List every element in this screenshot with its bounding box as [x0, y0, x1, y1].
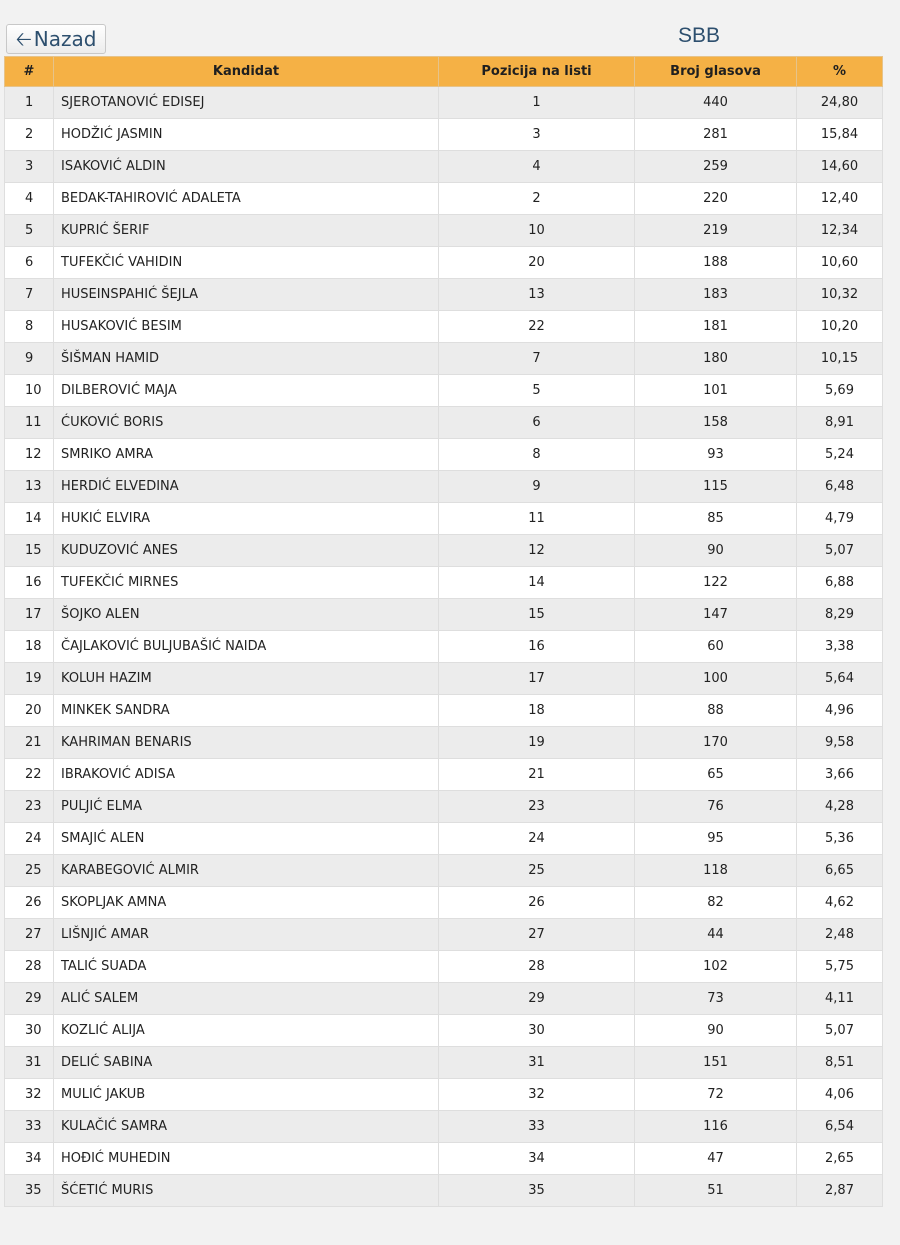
vote-percent: 6,48 — [797, 471, 883, 503]
vote-count: 101 — [635, 375, 797, 407]
table-row — [5, 951, 883, 983]
column-header-votes: Broj glasova — [635, 57, 797, 87]
candidate-name: HERDIĆ ELVEDINA — [54, 471, 439, 503]
table-row — [5, 535, 883, 567]
vote-count: 440 — [635, 87, 797, 119]
candidate-name: ČAJLAKOVIĆ BULJUBAŠIĆ NAIDA — [54, 631, 439, 663]
table-row — [5, 503, 883, 535]
list-position: 22 — [439, 311, 635, 343]
row-number: 17 — [5, 599, 54, 631]
vote-count: 85 — [635, 503, 797, 535]
table-row — [5, 375, 883, 407]
list-position: 6 — [439, 407, 635, 439]
vote-count: 122 — [635, 567, 797, 599]
vote-count: 170 — [635, 727, 797, 759]
candidate-name: ALIĆ SALEM — [54, 983, 439, 1015]
table-row — [5, 1111, 883, 1143]
table-body — [5, 87, 883, 1207]
row-number: 3 — [5, 151, 54, 183]
vote-percent: 4,96 — [797, 695, 883, 727]
vote-percent: 8,29 — [797, 599, 883, 631]
back-button-label: Nazad — [33, 27, 97, 51]
list-position: 1 — [439, 87, 635, 119]
arrow-left-icon: 🡠 — [15, 27, 32, 51]
table-row — [5, 599, 883, 631]
row-number: 1 — [5, 87, 54, 119]
row-number: 16 — [5, 567, 54, 599]
table-row — [5, 567, 883, 599]
table-row — [5, 1047, 883, 1079]
list-position: 18 — [439, 695, 635, 727]
vote-percent: 12,40 — [797, 183, 883, 215]
vote-count: 65 — [635, 759, 797, 791]
row-number: 19 — [5, 663, 54, 695]
vote-percent: 5,07 — [797, 535, 883, 567]
row-number: 31 — [5, 1047, 54, 1079]
candidate-name: KOZLIĆ ALIJA — [54, 1015, 439, 1047]
row-number: 21 — [5, 727, 54, 759]
candidate-name: TUFEKČIĆ MIRNES — [54, 567, 439, 599]
row-number: 30 — [5, 1015, 54, 1047]
vote-count: 147 — [635, 599, 797, 631]
table-header-row — [5, 57, 883, 87]
table-row — [5, 343, 883, 375]
list-position: 16 — [439, 631, 635, 663]
list-position: 28 — [439, 951, 635, 983]
column-header-position: Pozicija na listi — [439, 57, 635, 87]
row-number: 8 — [5, 311, 54, 343]
table-row — [5, 311, 883, 343]
candidate-name: ISAKOVIĆ ALDIN — [54, 151, 439, 183]
row-number: 9 — [5, 343, 54, 375]
row-number: 12 — [5, 439, 54, 471]
table-row — [5, 279, 883, 311]
top-bar — [0, 0, 900, 56]
list-position: 9 — [439, 471, 635, 503]
row-number: 28 — [5, 951, 54, 983]
list-position: 10 — [439, 215, 635, 247]
list-position: 35 — [439, 1175, 635, 1207]
vote-percent: 3,38 — [797, 631, 883, 663]
vote-count: 90 — [635, 1015, 797, 1047]
candidate-name: ĆUKOVIĆ BORIS — [54, 407, 439, 439]
candidate-name: HUSAKOVIĆ BESIM — [54, 311, 439, 343]
candidate-name: KOLUH HAZIM — [54, 663, 439, 695]
table-row — [5, 631, 883, 663]
candidate-name: HOĐIĆ MUHEDIN — [54, 1143, 439, 1175]
table-row — [5, 87, 883, 119]
list-position: 3 — [439, 119, 635, 151]
table-row — [5, 1143, 883, 1175]
candidate-name: DELIĆ SABINA — [54, 1047, 439, 1079]
vote-count: 281 — [635, 119, 797, 151]
vote-percent: 5,07 — [797, 1015, 883, 1047]
vote-percent: 2,65 — [797, 1143, 883, 1175]
list-position: 5 — [439, 375, 635, 407]
candidate-name: TUFEKČIĆ VAHIDIN — [54, 247, 439, 279]
table-row — [5, 1015, 883, 1047]
row-number: 7 — [5, 279, 54, 311]
column-header-number: # — [5, 57, 54, 87]
candidate-name: IBRAKOVIĆ ADISA — [54, 759, 439, 791]
vote-count: 93 — [635, 439, 797, 471]
table-row — [5, 727, 883, 759]
results-table — [4, 56, 883, 1207]
vote-percent: 24,80 — [797, 87, 883, 119]
vote-percent: 8,51 — [797, 1047, 883, 1079]
table-row — [5, 695, 883, 727]
vote-count: 100 — [635, 663, 797, 695]
vote-percent: 5,75 — [797, 951, 883, 983]
vote-percent: 10,32 — [797, 279, 883, 311]
vote-count: 44 — [635, 919, 797, 951]
list-position: 20 — [439, 247, 635, 279]
list-position: 23 — [439, 791, 635, 823]
vote-count: 102 — [635, 951, 797, 983]
list-position: 26 — [439, 887, 635, 919]
candidate-name: PULJIĆ ELMA — [54, 791, 439, 823]
row-number: 23 — [5, 791, 54, 823]
vote-percent: 5,64 — [797, 663, 883, 695]
row-number: 33 — [5, 1111, 54, 1143]
vote-count: 95 — [635, 823, 797, 855]
candidate-name: DILBEROVIĆ MAJA — [54, 375, 439, 407]
row-number: 27 — [5, 919, 54, 951]
vote-count: 88 — [635, 695, 797, 727]
table-row — [5, 407, 883, 439]
candidate-name: MULIĆ JAKUB — [54, 1079, 439, 1111]
candidate-name: SKOPLJAK AMNA — [54, 887, 439, 919]
table-row — [5, 663, 883, 695]
table-row — [5, 1079, 883, 1111]
candidate-name: ŠĆETIĆ MURIS — [54, 1175, 439, 1207]
vote-count: 181 — [635, 311, 797, 343]
vote-percent: 8,91 — [797, 407, 883, 439]
list-position: 17 — [439, 663, 635, 695]
row-number: 18 — [5, 631, 54, 663]
list-position: 19 — [439, 727, 635, 759]
vote-percent: 12,34 — [797, 215, 883, 247]
list-position: 21 — [439, 759, 635, 791]
vote-percent: 4,11 — [797, 983, 883, 1015]
row-number: 29 — [5, 983, 54, 1015]
table-row — [5, 215, 883, 247]
list-position: 4 — [439, 151, 635, 183]
vote-percent: 9,58 — [797, 727, 883, 759]
vote-percent: 6,65 — [797, 855, 883, 887]
table-row — [5, 439, 883, 471]
list-position: 34 — [439, 1143, 635, 1175]
vote-percent: 5,69 — [797, 375, 883, 407]
vote-percent: 4,79 — [797, 503, 883, 535]
vote-percent: 2,48 — [797, 919, 883, 951]
vote-count: 118 — [635, 855, 797, 887]
row-number: 26 — [5, 887, 54, 919]
row-number: 6 — [5, 247, 54, 279]
candidate-name: SMAJIĆ ALEN — [54, 823, 439, 855]
candidate-name: SMRIKO AMRA — [54, 439, 439, 471]
table-row — [5, 1175, 883, 1207]
candidate-name: KUDUZOVIĆ ANES — [54, 535, 439, 567]
vote-count: 183 — [635, 279, 797, 311]
vote-count: 151 — [635, 1047, 797, 1079]
table-row — [5, 759, 883, 791]
candidate-name: HUSEINSPAHIĆ ŠEJLA — [54, 279, 439, 311]
vote-percent: 3,66 — [797, 759, 883, 791]
vote-percent: 5,24 — [797, 439, 883, 471]
vote-count: 73 — [635, 983, 797, 1015]
column-header-percent: % — [797, 57, 883, 87]
candidate-name: HUKIĆ ELVIRA — [54, 503, 439, 535]
vote-count: 51 — [635, 1175, 797, 1207]
column-header-candidate: Kandidat — [54, 57, 439, 87]
vote-percent: 4,06 — [797, 1079, 883, 1111]
vote-percent: 10,60 — [797, 247, 883, 279]
row-number: 14 — [5, 503, 54, 535]
vote-percent: 10,20 — [797, 311, 883, 343]
table-row — [5, 855, 883, 887]
table-row — [5, 119, 883, 151]
list-position: 11 — [439, 503, 635, 535]
list-position: 31 — [439, 1047, 635, 1079]
candidate-name: KARABEGOVIĆ ALMIR — [54, 855, 439, 887]
vote-count: 76 — [635, 791, 797, 823]
row-number: 11 — [5, 407, 54, 439]
list-position: 15 — [439, 599, 635, 631]
list-position: 7 — [439, 343, 635, 375]
row-number: 32 — [5, 1079, 54, 1111]
table-row — [5, 151, 883, 183]
candidate-name: ŠIŠMAN HAMID — [54, 343, 439, 375]
row-number: 4 — [5, 183, 54, 215]
vote-count: 72 — [635, 1079, 797, 1111]
vote-count: 90 — [635, 535, 797, 567]
candidate-name: ŠOJKO ALEN — [54, 599, 439, 631]
table-row — [5, 471, 883, 503]
candidate-name: KUPRIĆ ŠERIF — [54, 215, 439, 247]
list-position: 13 — [439, 279, 635, 311]
row-number: 22 — [5, 759, 54, 791]
row-number: 20 — [5, 695, 54, 727]
table-row — [5, 247, 883, 279]
vote-percent: 5,36 — [797, 823, 883, 855]
vote-percent: 14,60 — [797, 151, 883, 183]
list-position: 25 — [439, 855, 635, 887]
list-position: 12 — [439, 535, 635, 567]
vote-count: 219 — [635, 215, 797, 247]
row-number: 35 — [5, 1175, 54, 1207]
row-number: 13 — [5, 471, 54, 503]
vote-count: 60 — [635, 631, 797, 663]
candidate-name: HODŽIĆ JASMIN — [54, 119, 439, 151]
table-row — [5, 919, 883, 951]
list-position: 24 — [439, 823, 635, 855]
table-row — [5, 183, 883, 215]
vote-percent: 6,54 — [797, 1111, 883, 1143]
vote-count: 220 — [635, 183, 797, 215]
table-row — [5, 823, 883, 855]
row-number: 34 — [5, 1143, 54, 1175]
candidate-name: SJEROTANOVIĆ EDISEJ — [54, 87, 439, 119]
table-row — [5, 791, 883, 823]
candidate-name: KULAČIĆ SAMRA — [54, 1111, 439, 1143]
row-number: 25 — [5, 855, 54, 887]
row-number: 2 — [5, 119, 54, 151]
vote-percent: 6,88 — [797, 567, 883, 599]
vote-percent: 4,28 — [797, 791, 883, 823]
row-number: 24 — [5, 823, 54, 855]
row-number: 10 — [5, 375, 54, 407]
vote-percent: 15,84 — [797, 119, 883, 151]
vote-percent: 4,62 — [797, 887, 883, 919]
candidate-name: BEDAK-TAHIROVIĆ ADALETA — [54, 183, 439, 215]
list-position: 2 — [439, 183, 635, 215]
vote-count: 116 — [635, 1111, 797, 1143]
back-button[interactable] — [6, 24, 106, 54]
vote-count: 180 — [635, 343, 797, 375]
list-position: 8 — [439, 439, 635, 471]
table-row — [5, 983, 883, 1015]
list-position: 27 — [439, 919, 635, 951]
candidate-name: MINKEK SANDRA — [54, 695, 439, 727]
page-title: SBB — [678, 24, 721, 47]
vote-count: 188 — [635, 247, 797, 279]
list-position: 33 — [439, 1111, 635, 1143]
row-number: 15 — [5, 535, 54, 567]
vote-count: 47 — [635, 1143, 797, 1175]
table-row — [5, 887, 883, 919]
vote-count: 115 — [635, 471, 797, 503]
list-position: 14 — [439, 567, 635, 599]
list-position: 30 — [439, 1015, 635, 1047]
candidate-name: KAHRIMAN BENARIS — [54, 727, 439, 759]
vote-count: 158 — [635, 407, 797, 439]
candidate-name: TALIĆ SUADA — [54, 951, 439, 983]
vote-percent: 10,15 — [797, 343, 883, 375]
row-number: 5 — [5, 215, 54, 247]
vote-count: 259 — [635, 151, 797, 183]
vote-count: 82 — [635, 887, 797, 919]
list-position: 29 — [439, 983, 635, 1015]
list-position: 32 — [439, 1079, 635, 1111]
vote-percent: 2,87 — [797, 1175, 883, 1207]
candidate-name: LIŠNJIĆ AMAR — [54, 919, 439, 951]
